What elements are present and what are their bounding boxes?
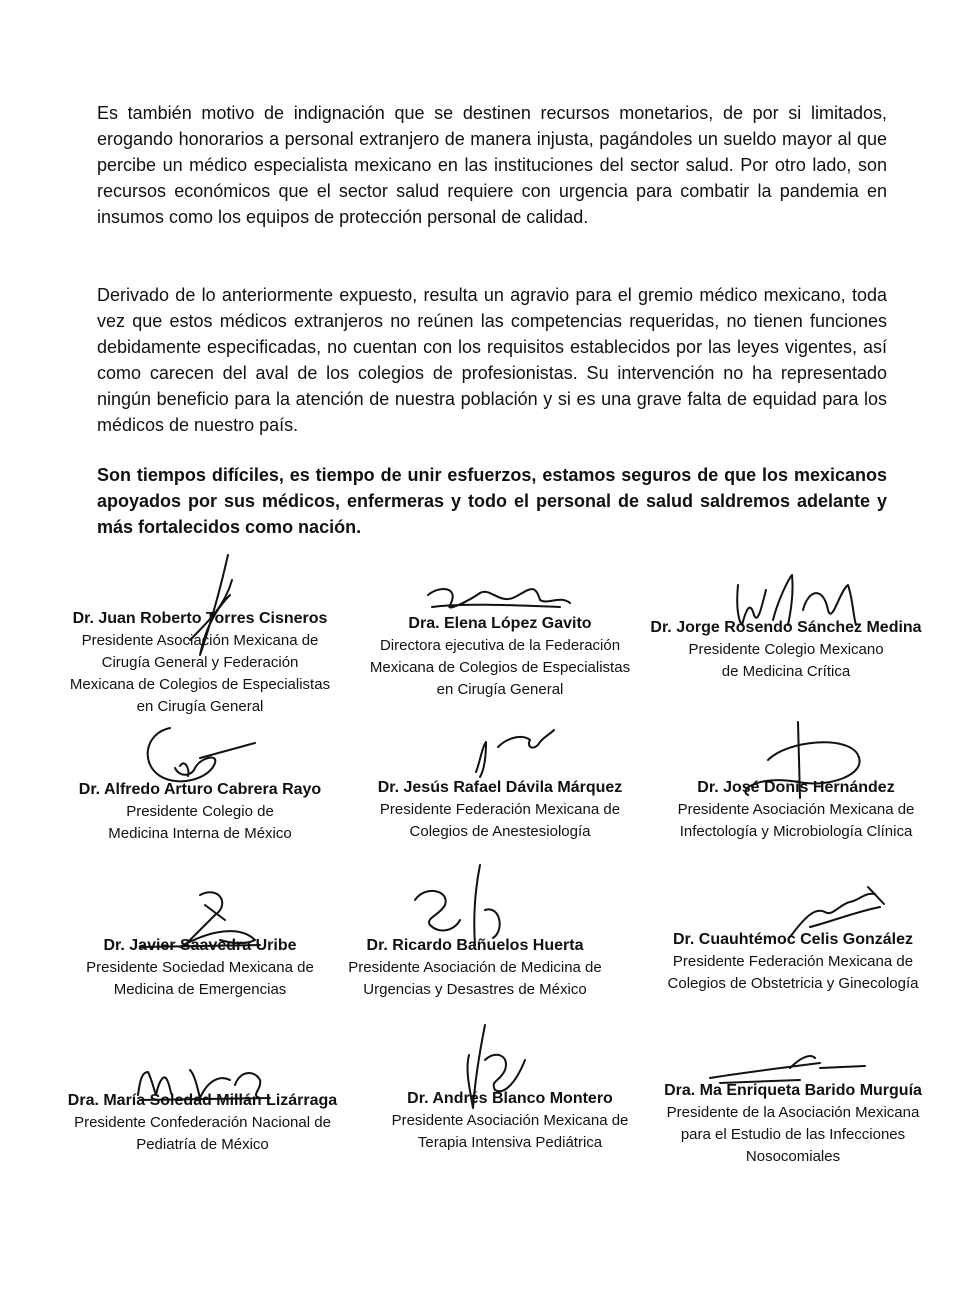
signatory-role: Presidente Asociación Mexicana de Infectología y Microbiología Clínica xyxy=(677,801,915,840)
signatory-role: Presidente Federación Mexicana de Colegios de Anestesiología xyxy=(379,801,621,840)
signatory-lopez-gavito xyxy=(350,613,650,701)
signatory-role: Presidente Colegio de Medicina Interna de México xyxy=(108,803,292,842)
signatory-celis-gonzalez xyxy=(638,929,948,995)
signatory-role: Directora ejecutiva de la Federación Mexicana de Colegios de Especialistas en Cirugía General xyxy=(369,637,631,698)
signatory-role: Presidente Asociación Mexicana de Terapia Intensiva Pediátrica xyxy=(391,1112,629,1151)
signatory-role: Presidente Colegio Mexicano de Medicina Crítica xyxy=(688,641,884,680)
signatory-cabrera-rayo xyxy=(40,779,360,845)
paragraph-closing: Son tiempos difíciles, es tiempo de unir esfuerzos, estamos seguros de que los mexicanos apoyados por sus médicos, enfermeras y todo el personal de salud saldremos adelante y más fortalecidos como nación. xyxy=(97,465,887,537)
signatory-banuelos-huerta xyxy=(325,935,625,1001)
signatory-role: Presidente Confederación Nacional de Pediatría de México xyxy=(74,1114,331,1153)
signatory-donis-hernandez xyxy=(646,777,946,843)
signatory-millan-lizarraga xyxy=(45,1090,360,1156)
signature-cabrera-rayo xyxy=(140,718,260,788)
signatory-name: Dr. Jesús Rafael Dávila Márquez xyxy=(377,779,623,796)
signatory-name: Dr. Ricardo Bañuelos Huerta xyxy=(366,937,584,954)
paragraph-agravio: Derivado de lo anteriormente expuesto, resulta un agravio para el gremio médico mexicano, toda vez que estos médicos extranjeros no reúnen las competencias requeridas, no tienen funciones debidamente especificadas, no cuentan con los requisitos establecidos por las leyes vigentes, así como carecen del aval de los colegios de profesionistas. Su intervención no ha representado ningún beneficio para la atención de nuestra población y si es una grave falta de equidad para los médicos de nuestro país. xyxy=(97,285,887,435)
signatory-role: Presidente Asociación Mexicana de Cirugía General y Federación Mexicana de Colegios de Especialistas en Cirugía General xyxy=(69,632,331,715)
signatory-name: Dr. Alfredo Arturo Cabrera Rayo xyxy=(78,781,322,798)
signatory-name: Dr. Juan Roberto Torres Cisneros xyxy=(72,610,328,627)
signatory-barido-murguia xyxy=(638,1080,948,1168)
signatory-role: Presidente Federación Mexicana de Colegios de Obstetricia y Ginecología xyxy=(667,953,919,992)
signatory-name: Dr. José Donis Hernández xyxy=(697,779,895,796)
signatory-torres-cisneros xyxy=(40,608,360,718)
signatory-name: Dr. Cuauhtémoc Celis González xyxy=(672,931,914,948)
signatory-role: Presidente Sociedad Mexicana de Medicina de Emergencias xyxy=(86,959,314,998)
signatory-name: Dra. Ma Enriqueta Barido Murguía xyxy=(664,1082,922,1099)
signatory-name: Dr. Javier Saavedra Uribe xyxy=(103,937,297,954)
signatory-blanco-montero xyxy=(360,1088,660,1154)
paragraph-indignacion: Es también motivo de indignación que se destinen recursos monetarios, de por si limitados, erogando honorarios a personal extranjero de manera injusta, pagándoles un sueldo mayor al que percibe un médico especialista mexicano en las instituciones del sector salud. Por otro lado, son recursos económicos que el sector salud requiere con urgencia para combatir la pandemia en insumos como los equipos de protección personal de calidad. xyxy=(97,103,887,227)
signatory-name: Dr. Andrés Blanco Montero xyxy=(407,1090,613,1107)
signatory-davila-marquez xyxy=(350,777,650,843)
signatory-role: Presidente de la Asociación Mexicana para el Estudio de las Infecciones Nosocomiales xyxy=(666,1104,920,1165)
signatory-saavedra-uribe xyxy=(40,935,360,1001)
signatory-name: Dra. Elena López Gavito xyxy=(408,615,592,632)
signatory-sanchez-medina xyxy=(636,617,936,683)
signatory-name: Dr. Jorge Rosendo Sánchez Medina xyxy=(650,619,922,636)
signatory-role: Presidente Asociación de Medicina de Urgencias y Desastres de México xyxy=(348,959,602,998)
signatory-name: Dra. María Soledad Millán Lizárraga xyxy=(67,1092,338,1109)
